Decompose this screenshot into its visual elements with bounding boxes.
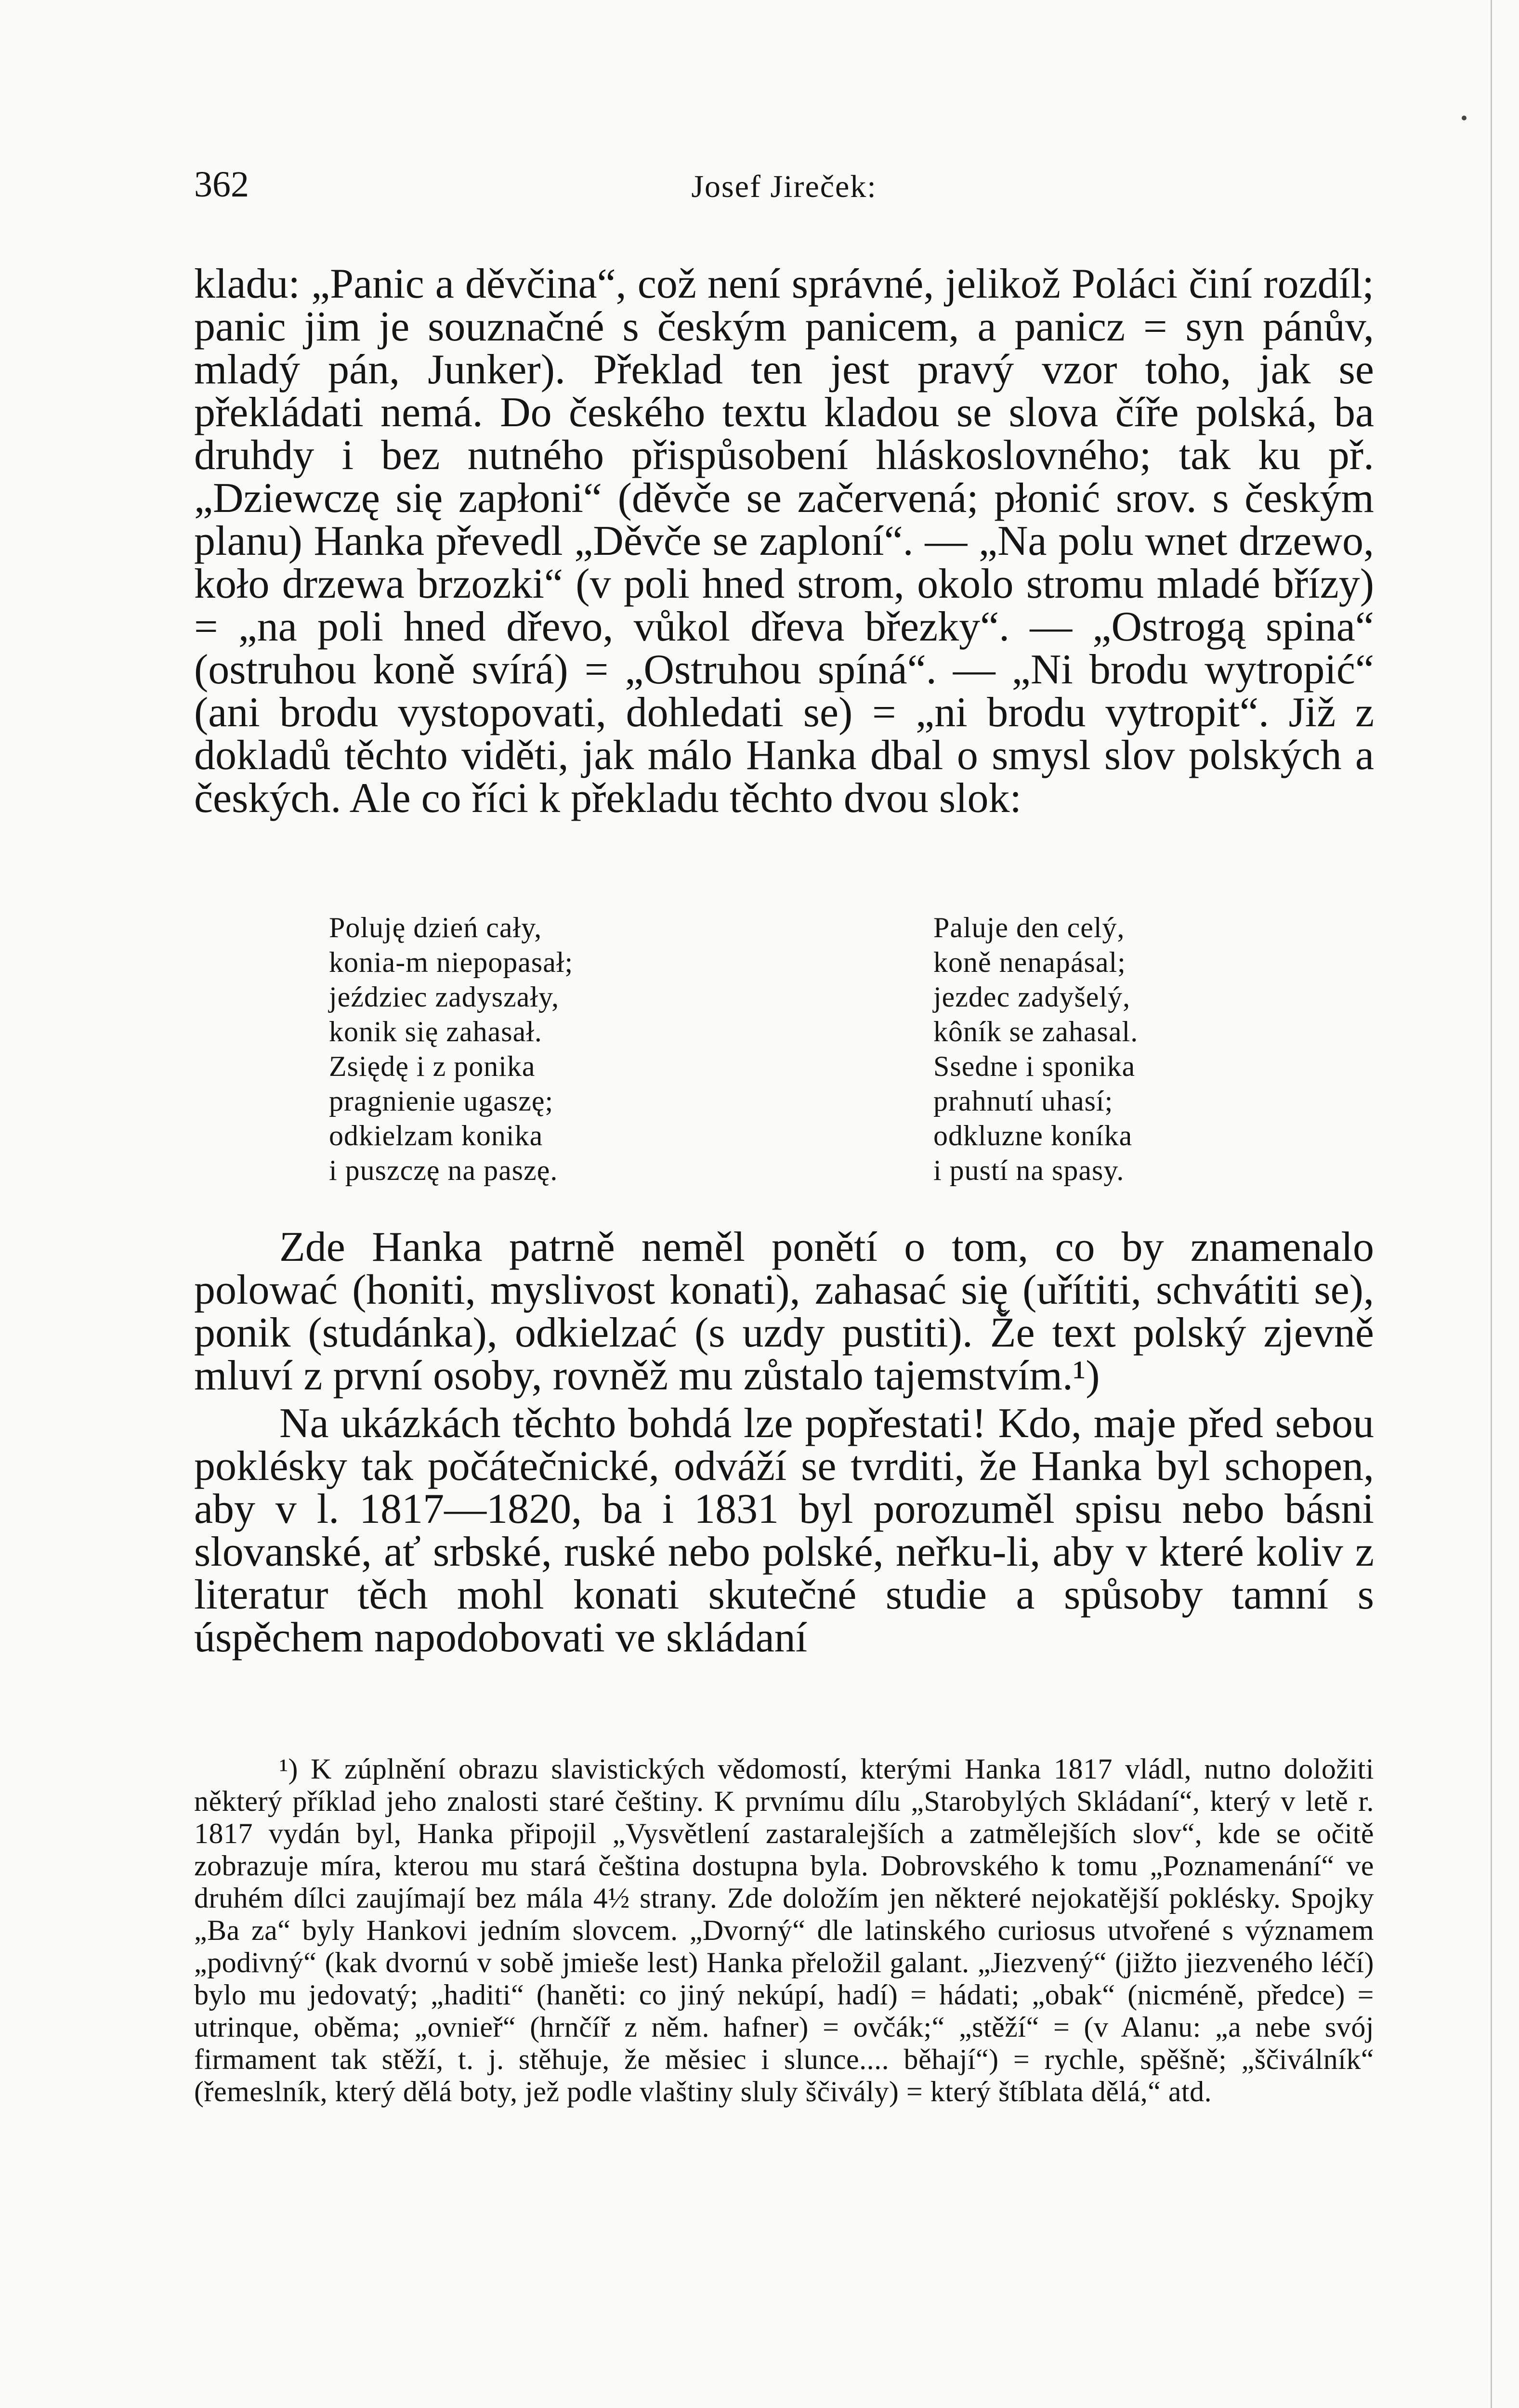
scan-edge-line: [1491, 0, 1492, 2408]
poem-line: koně nenapásal;: [933, 946, 1126, 978]
paragraph: kladu: „Panic a děvčina“, což není správné, jelikož Poláci činí rozdíl; panic jim je souznačné s českým panicem, a panicz = syn pánův, mladý pán, Junker). Překlad ten jest pravý vzor toho, jak se překládati nemá. Do českého textu kladou se slova číře polská, ba druhdy i bez nutného přispůsobení hláskoslovného; tak ku př. „Dziewczę się zapłoni“ (děvče se začervená; płonić srov. s českým planu) Hanka převedl „Děvče se zaploní“. — „Na polu wnet drzewo, koło drzewa brzozki“ (v poli hned strom, okolo stromu mladé břízy) = „na poli hned dřevo, vůkol dřeva březky“. — „Ostrogą spina“ (ostruhou koně svírá) = „Ostruhou spíná“. — „Ni brodu wytropić“ (ani brodu vystopovati, dohledati se) = „ni brodu vytropit“. Již z dokladů těchto viděti, jak málo Hanka dbal o smysl slov polských a českých. Ale co říci k překladu těchto dvou slok:: [194, 261, 1374, 822]
footnote: [194, 1753, 1374, 2108]
poem-line: Ssedne i sponika: [933, 1050, 1136, 1082]
poem-czech-column: [933, 910, 1367, 1188]
poem-line: prahnutí uhasí;: [933, 1085, 1113, 1117]
continuation-text: [194, 1226, 1374, 1659]
paragraph: Na ukázkách těchto bohdá lze popřestati! Kdo, maje před sebou poklésky tak počátečnické, odváží se tvrditi, že Hanka byl schopen, aby v l. 1817—1820, ba i 1831 byl porozuměl spisu nebo básni slovanské, ať srbské, ruské nebo polské, neřku-li, aby v které koliv z literatur těch mohl konati skutečné studie a spůsoby tamní s úspěchem napodobovati ve skládaní: [194, 1400, 1374, 1661]
poem-line: kôník se zahasal.: [933, 1016, 1139, 1047]
book-page: [194, 0, 1374, 2408]
scan-speck: [1462, 116, 1467, 120]
poem-line: Zsiędę i z ponika: [329, 1050, 536, 1082]
page-header: [194, 164, 1374, 212]
page-number: 362: [194, 164, 249, 205]
poem-line: konia-m niepopasał;: [329, 946, 574, 978]
poem-line: konik się zahasał.: [329, 1016, 542, 1047]
poem-line: i pustí na spasy.: [933, 1154, 1125, 1186]
poem-line: odkielzam konika: [329, 1120, 543, 1152]
footnote-text: ¹) K zúplnění obrazu slavistických vědomostí, kterými Hanka 1817 vládl, nutno doložiti některý příklad jeho znalosti staré češtiny. K prvnímu dílu „Starobylých Skládaní“, který v letě r. 1817 vydán byl, Hanka připojil „Vysvětlení zastaralejších a zatmělejších slov“, kde se očitě zobrazuje míra, kterou mu stará čeština dostupna byla. Dobrovského k tomu „Poznamenání“ ve druhém dílci zaujímají bez mála 4½ strany. Zde doložím jen některé nejokatější poklésky. Spojky „Ba za“ byly Hankovi jedním slovcem. „Dvorný“ dle latinského curiosus utvořené s významem „podivný“ (kak dvornú v sobě jmieše lest) Hanka přeložil galant. „Jiezvený“ (jižto jiezveného léčí) bylo mu jedovatý; „haditi“ (haněti: co jiný nekúpí, hadí) = hádati; „obak“ (nicméně, předce) = utrinque, oběma; „ovnieř“ (hrnčíř z něm. hafner) = ovčák;“ „stěží“ = (v Alanu: „a nebe svój firmament tak stěží, t. j. stěhuje, že měsiec i slunce.... běhají“) = rychle, spěšně; „ščiválník“ (řemeslník, který dělá boty, jež podle vlaštiny sluly ščivály) = který štíblata dělá,“ atd.: [194, 1753, 1374, 2107]
running-title: Josef Jireček:: [691, 169, 877, 204]
poem-line: jeździec zadyszały,: [329, 981, 560, 1013]
poem-line: jezdec zadyšelý,: [933, 981, 1131, 1013]
poem-line: i puszczę na paszę.: [329, 1154, 558, 1186]
poem-line: Paluje den celý,: [933, 912, 1125, 943]
poem-line: pragnienie ugaszę;: [329, 1085, 554, 1117]
poem-line: odkluzne koníka: [933, 1120, 1133, 1152]
poem-polish-column: [329, 910, 811, 1188]
paragraph: Zde Hanka patrně neměl ponětí o tom, co by znamenalo polować (honiti, myslivost konati), zahasać się (uřítiti, schvátiti se), ponik (studánka), odkielzać (s uzdy pustiti). Že text polský zjevně mluví z první osoby, rovněž mu zůstalo tajemstvím.¹): [194, 1224, 1374, 1399]
main-text: [194, 262, 1374, 820]
poem-line: Poluję dzień cały,: [329, 912, 542, 943]
